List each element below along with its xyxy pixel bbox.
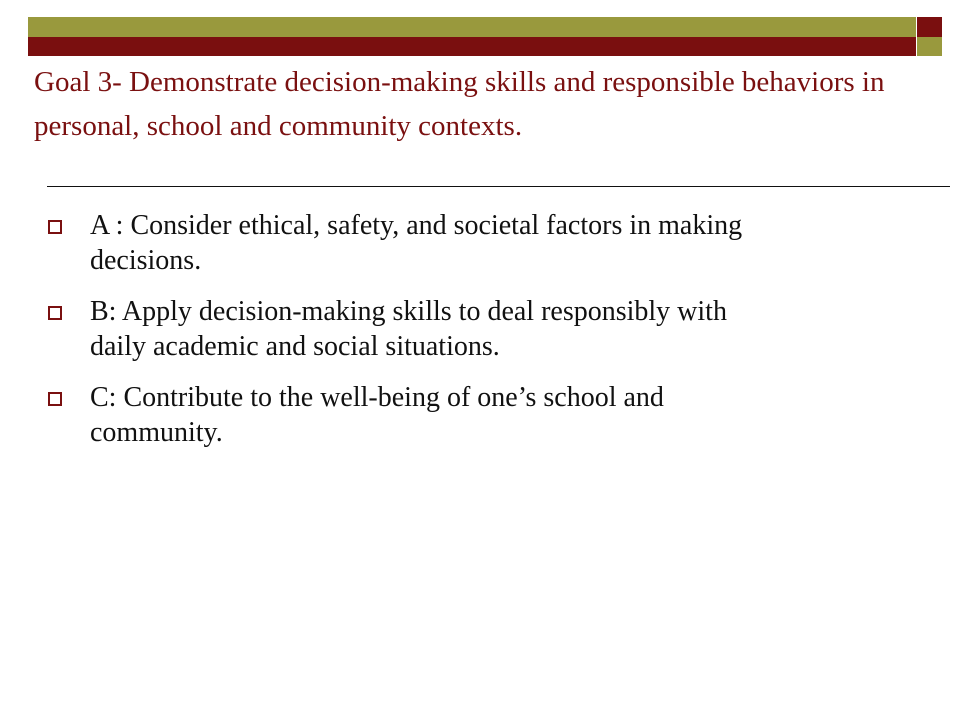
- header-bar-maroon: [28, 37, 916, 56]
- title-underline: [47, 186, 950, 187]
- slide-title: Goal 3- Demonstrate decision-making skills and responsible behaviors in personal, school and community contexts.: [34, 66, 885, 142]
- bullet-text-a: A : Consider ethical, safety, and societal factors in making decisions.: [90, 210, 743, 276]
- bullet-item-a: [48, 208, 748, 278]
- bullet-text-c: C: Contribute to the well-being of one’s school and community.: [90, 382, 664, 448]
- corner-square-olive: [917, 37, 942, 56]
- hollow-square-icon: [48, 392, 62, 406]
- header-bar-olive: [28, 17, 916, 37]
- hollow-square-icon: [48, 220, 62, 234]
- corner-square-maroon: [917, 17, 942, 37]
- bullet-text-b: B: Apply decision-making skills to deal responsibly with daily academic and social situations.: [90, 296, 727, 362]
- hollow-square-icon: [48, 306, 62, 320]
- bullet-list: [48, 208, 748, 466]
- bullet-item-b: [48, 294, 748, 364]
- bullet-item-c: [48, 380, 748, 450]
